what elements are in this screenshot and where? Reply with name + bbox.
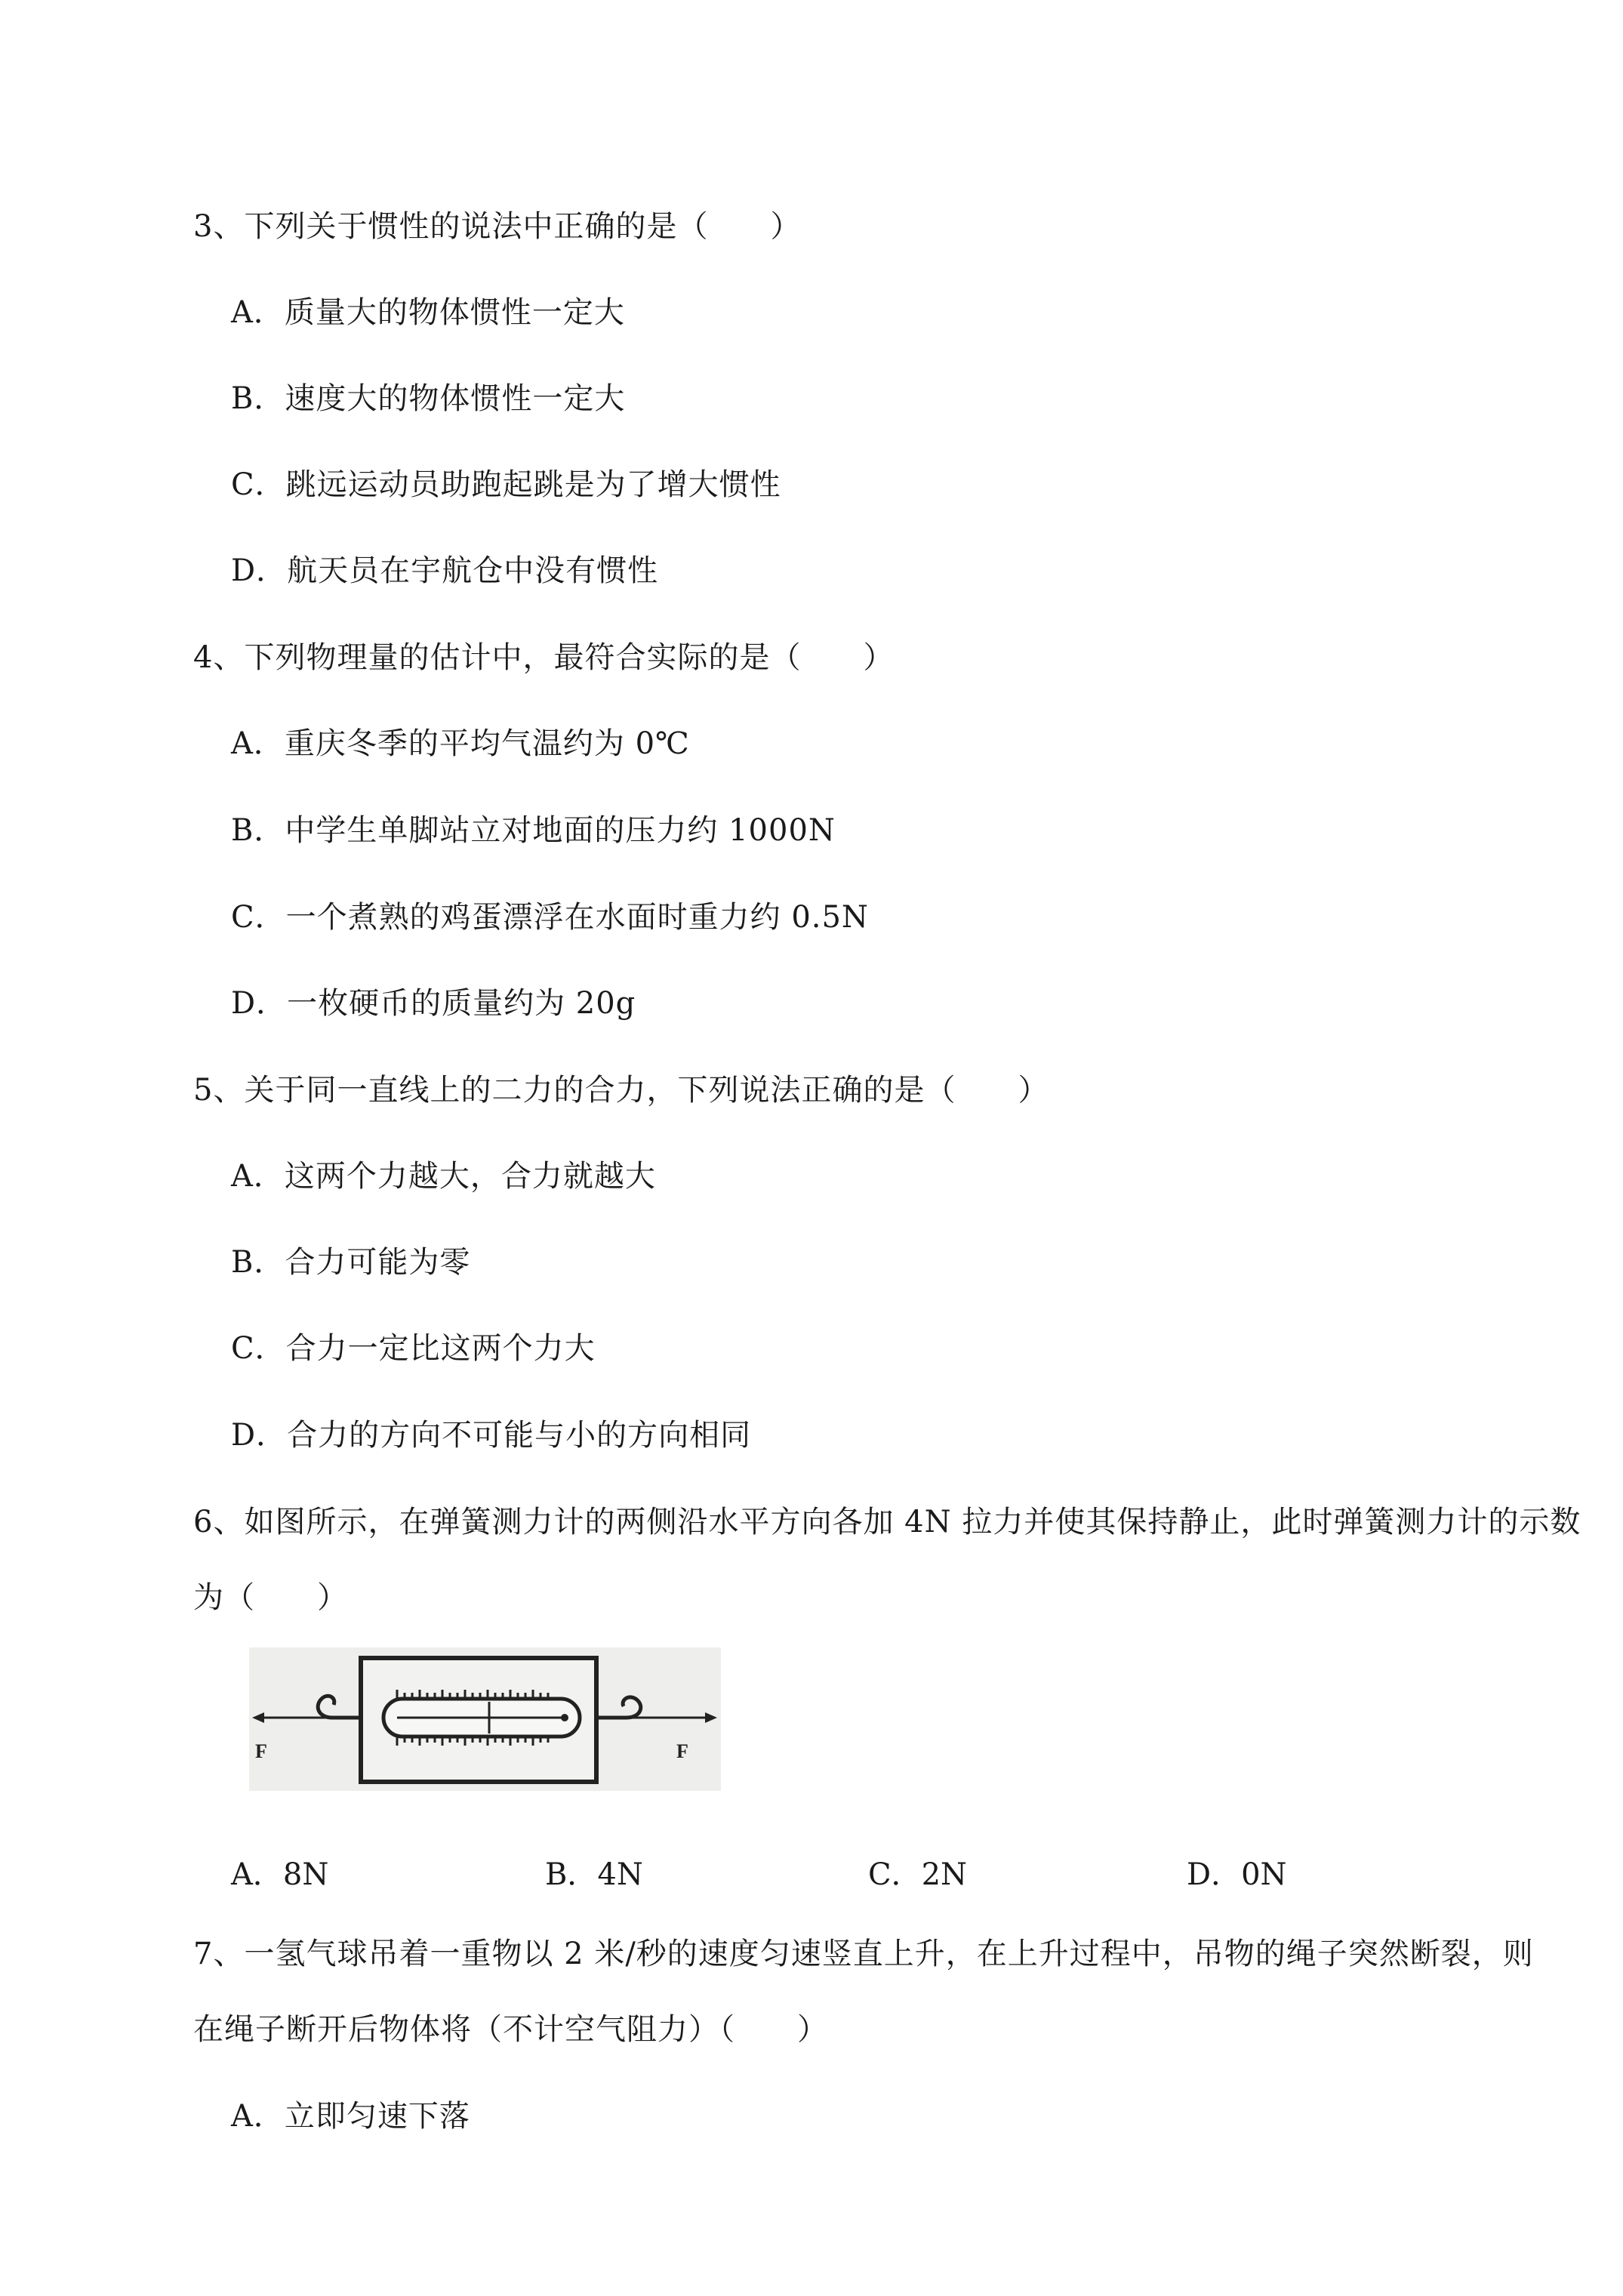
- question-7-stem-line2: 在绳子断开后物体将（不计空气阻力）（ ）: [193, 2012, 828, 2047]
- left-force-label: F: [255, 1740, 267, 1762]
- q3-option-c: C．跳远运动员助跑起跳是为了增大惯性: [231, 467, 781, 502]
- spring-scale-diagram: [249, 1647, 721, 1791]
- q6-option-c: C．2N: [868, 1857, 968, 1892]
- q4-option-d: D．一枚硬币的质量约为 20g: [231, 986, 636, 1021]
- q6-option-a: A．8N: [231, 1857, 329, 1892]
- question-6-stem-line1: 6、如图所示，在弹簧测力计的两侧沿水平方向各加 4N 拉力并使其保持静止，此时弹簧测力计的示数: [193, 1505, 1581, 1539]
- q3-option-b: B．速度大的物体惯性一定大: [231, 381, 626, 416]
- right-force-label: F: [676, 1740, 688, 1762]
- left-hook: [318, 1696, 361, 1718]
- q3-option-a: A．质量大的物体惯性一定大: [231, 295, 625, 330]
- q4-option-b: B．中学生单脚站立对地面的压力约 1000N: [231, 813, 836, 848]
- question-3-stem: 3、下列关于惯性的说法中正确的是（ ）: [193, 209, 802, 244]
- q5-option-d: D．合力的方向不可能与小的方向相同: [231, 1418, 752, 1453]
- question-7-stem-line1: 7、一氢气球吊着一重物以 2 米/秒的速度匀速竖直上升，在上升过程中，吊物的绳子突然断裂，则: [193, 1937, 1534, 1971]
- q4-option-c: C．一个煮熟的鸡蛋漂浮在水面时重力约 0.5N: [231, 900, 869, 935]
- q3-option-d: D．航天员在宇航仓中没有惯性: [231, 553, 659, 588]
- right-hook: [596, 1697, 641, 1718]
- spring-scale-figure: [249, 1647, 721, 1791]
- q7-option-a: A．立即匀速下落: [231, 2099, 470, 2134]
- q5-option-b: B．合力可能为零: [231, 1245, 471, 1280]
- left-arrowhead: [252, 1712, 264, 1723]
- q6-option-b: B．4N: [545, 1857, 643, 1892]
- q5-option-c: C．合力一定比这两个力大: [231, 1331, 596, 1366]
- right-arrowhead: [705, 1712, 717, 1723]
- question-4-stem: 4、下列物理量的估计中，最符合实际的是（ ）: [193, 640, 895, 675]
- question-5-stem: 5、关于同一直线上的二力的合力，下列说法正确的是（ ）: [193, 1073, 1049, 1108]
- q5-option-a: A．这两个力越大，合力就越大: [231, 1159, 656, 1194]
- scale-pin: [561, 1714, 568, 1721]
- q4-option-a: A．重庆冬季的平均气温约为 0℃: [231, 726, 690, 761]
- question-6-stem-line2: 为（ ）: [193, 1580, 348, 1615]
- q6-option-d: D．0N: [1187, 1857, 1287, 1892]
